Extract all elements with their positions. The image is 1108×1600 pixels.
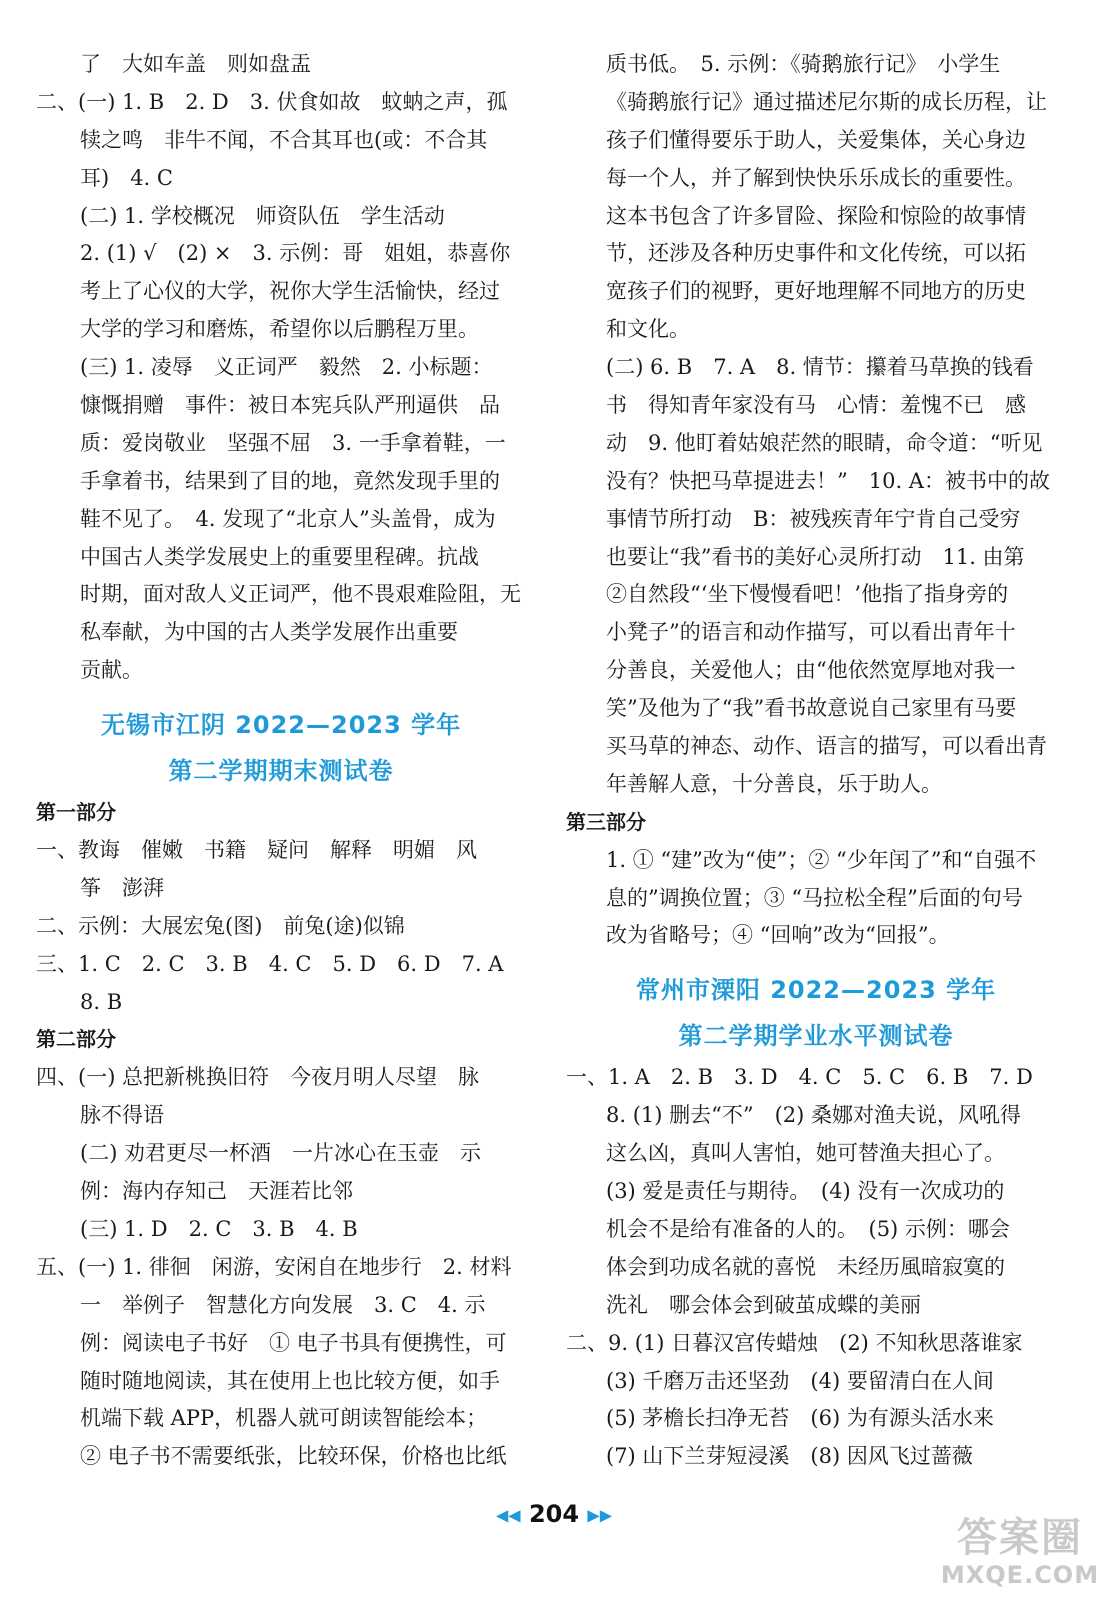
answer-line: 8. (1) 删去“不” (2) 桑娜对渔夫说，风吼得 [606, 1103, 1022, 1128]
answer-line: 《骑鹅旅行记》通过描述尼尔斯的成长历程，让 [606, 89, 1047, 114]
answer-line: 1. ① “建”改为“使”；② “少年闰了”和“自强不 [606, 847, 1037, 872]
answer-line: 息的”调换位置；③ “马拉松全程”后面的句号 [606, 885, 1023, 910]
answer-line: (3) 千磨万击还坚劲 (4) 要留清白在人间 [606, 1368, 994, 1393]
part-heading: 第一部分 [36, 800, 116, 825]
answer-line: 这么凶，真叫人害怕，她可替渔夫担心了。 [606, 1141, 1005, 1166]
right-column [566, 46, 1066, 1476]
answer-line: 宽孩子们的视野，更好地理解不同地方的历史 [606, 279, 1026, 304]
next-page-arrow-icon[interactable]: ▶▶ [587, 1505, 613, 1525]
answer-line: 体会到功成名就的喜悦 未经历風暗寂寞的 [606, 1254, 1005, 1279]
answer-line: 鞋不见了。 4. 发现了“北京人”头盖骨，成为 [80, 506, 496, 531]
exam-subtitle: 第二学期期末测试卷 [168, 757, 394, 786]
answer-line: 质：爱岗敬业 坚强不屈 3. 一手拿着鞋，一 [80, 430, 506, 455]
answer-line: 例：海内存知己 天涯若比邻 [80, 1179, 353, 1204]
answer-line: (二) 劝君更尽一杯酒 一片冰心在玉壶 示 [80, 1141, 482, 1166]
answer-line: (二) 1. 学校概况 师资队伍 学生活动 [80, 203, 445, 228]
answer-line: 一、教诲 催嫩 书籍 疑问 解释 明媚 风 [36, 838, 477, 863]
watermark-url: MXQE.COM [940, 1561, 1100, 1589]
answer-line: 每一个人，并了解到快快乐乐成长的重要性。 [606, 165, 1026, 190]
answer-line: 2. (1) √ (2) × 3. 示例：哥 姐姐，恭喜你 [80, 241, 511, 266]
answer-line: (3) 爱是责任与期待。 (4) 没有一次成功的 [606, 1179, 1005, 1204]
answer-line: 没有？快把马草提进去！” 10. A：被书中的故 [606, 468, 1050, 493]
answer-line: 动 9. 他盯着姑娘茫然的眼睛，命令道：“听见 [606, 430, 1043, 455]
answer-line: 笑”及他为了“我”看书故意说自己家里有马要 [606, 696, 1017, 721]
answer-line: 耳) 4. C [80, 165, 173, 190]
answer-line: 三、1. C 2. C 3. B 4. C 5. D 6. D 7. A [36, 951, 504, 976]
watermark-logo [940, 1516, 1100, 1596]
answer-line: 节，还涉及各种历史事件和文化传统，可以拓 [606, 241, 1026, 266]
answer-line: 和文化。 [606, 317, 690, 342]
exam-title: 常州市溧阳 2022—2023 学年 [635, 976, 997, 1005]
left-column [36, 46, 526, 1476]
part-heading: 第三部分 [566, 809, 646, 834]
page-number: 204 [528, 1500, 580, 1528]
answer-line: (三) 1. D 2. C 3. B 4. B [80, 1216, 358, 1241]
answer-line: ② 电子书不需要纸张，比较环保，价格也比纸 [80, 1444, 507, 1469]
answer-line: 小凳子”的语言和动作描写，可以看出青年十 [606, 620, 1016, 645]
answer-line: 时期，面对敌人义正词严，他不畏艰难险阻，无 [80, 582, 521, 607]
exam-subtitle: 第二学期学业水平测试卷 [678, 1022, 954, 1051]
answer-line: ②自然段“‘坐下慢慢看吧！’他指了指身旁的 [606, 582, 1009, 607]
watermark-text: 答案圈 [957, 1515, 1083, 1561]
answer-line: 分善良，关爱他人；由“他依然宽厚地对我一 [606, 658, 1016, 683]
answer-line: 犊之鸣 非牛不闻，不合其耳也(或：不合其 [80, 127, 488, 152]
answer-line: 四、(一) 总把新桃换旧符 今夜月明人尽望 脉 [36, 1065, 480, 1090]
answer-line: 机端下载 APP，机器人就可朗读智能绘本； [80, 1406, 488, 1431]
answer-line: 孩子们懂得要乐于助人，关爱集体，关心身边 [606, 127, 1026, 152]
answer-line: 五、(一) 1. 徘徊 闲游，安闲自在地步行 2. 材料 [36, 1254, 512, 1279]
answer-line: 二、示例：大展宏兔(图) 前兔(途)似锦 [36, 913, 405, 938]
answer-line: 二、9. (1) 日暮汉宫传蜡烛 (2) 不知秋思落谁家 [566, 1330, 1023, 1355]
answer-line: 筝 澎湃 [80, 875, 164, 900]
answer-line: (二) 6. B 7. A 8. 情节：攥着马草换的钱看 [606, 355, 1034, 380]
answer-line: 洗礼 哪会体会到破茧成蝶的美丽 [606, 1292, 921, 1317]
answer-line: (5) 茅檐长扫净无苔 (6) 为有源头活水来 [606, 1406, 994, 1431]
answer-line: (7) 山下兰芽短浸溪 (8) 因风飞过蔷薇 [606, 1444, 973, 1469]
exam-title: 无锡市江阴 2022—2023 学年 [100, 711, 462, 740]
answer-line: 考上了心仪的大学，祝你大学生活愉快，经过 [80, 279, 500, 304]
answer-line: 慷慨捐赠 事件：被日本宪兵队严刑逼供 品 [80, 393, 500, 418]
answer-line: 一、1. A 2. B 3. D 4. C 5. C 6. B 7. D [566, 1065, 1033, 1090]
answer-line: 例：阅读电子书好 ① 电子书具有便携性，可 [80, 1330, 507, 1355]
answer-line: 私奉献，为中国的古人类学发展作出重要 [80, 620, 458, 645]
answer-line: 一 举例子 智慧化方向发展 3. C 4. 示 [80, 1292, 486, 1317]
prev-page-arrow-icon[interactable]: ◀◀ [495, 1505, 521, 1525]
answer-line: 随时随地阅读，其在使用上也比较方便，如手 [80, 1368, 500, 1393]
answer-line: 中国古人类学发展史上的重要里程碑。抗战 [80, 544, 479, 569]
answer-line: 手拿着书，结果到了目的地，竟然发现手里的 [80, 468, 500, 493]
answer-line: 脉不得语 [80, 1103, 164, 1128]
answer-line: 大学的学习和磨炼，希望你以后鹏程万里。 [80, 317, 479, 342]
answer-line: 书 得知青年家没有马 心情：羞愧不已 感 [606, 393, 1026, 418]
answer-line: 买马草的神态、动作、语言的描写，可以看出青 [606, 734, 1047, 759]
answer-line: 也要让“我”看书的美好心灵所打动 11. 由第 [606, 544, 1025, 569]
answer-line: 贡献。 [80, 658, 143, 683]
answer-line: 了 大如车盖 则如盘盂 [80, 52, 311, 76]
answer-line: 质书低。 5. 示例：《骑鹅旅行记》 小学生 [606, 52, 1001, 76]
answer-line: (三) 1. 凌辱 义正词严 毅然 2. 小标题： [80, 355, 493, 380]
answer-line: 二、(一) 1. B 2. D 3. 伏食如故 蚊蚋之声，孤 [36, 89, 508, 114]
answer-line: 机会不是给有准备的人的。 (5) 示例：哪会 [606, 1216, 1010, 1241]
answer-line: 改为省略号；④ “回响”改为“回报”。 [606, 923, 950, 948]
part-heading: 第二部分 [36, 1027, 116, 1052]
answer-line: 这本书包含了许多冒险、探险和惊险的故事情 [606, 203, 1026, 228]
answer-line: 事情节所打动 B：被残疾青年宁肯自己受穷 [606, 506, 1021, 531]
answer-line: 8. B [80, 989, 123, 1014]
answer-line: 年善解人意，十分善良，乐于助人。 [606, 771, 942, 796]
